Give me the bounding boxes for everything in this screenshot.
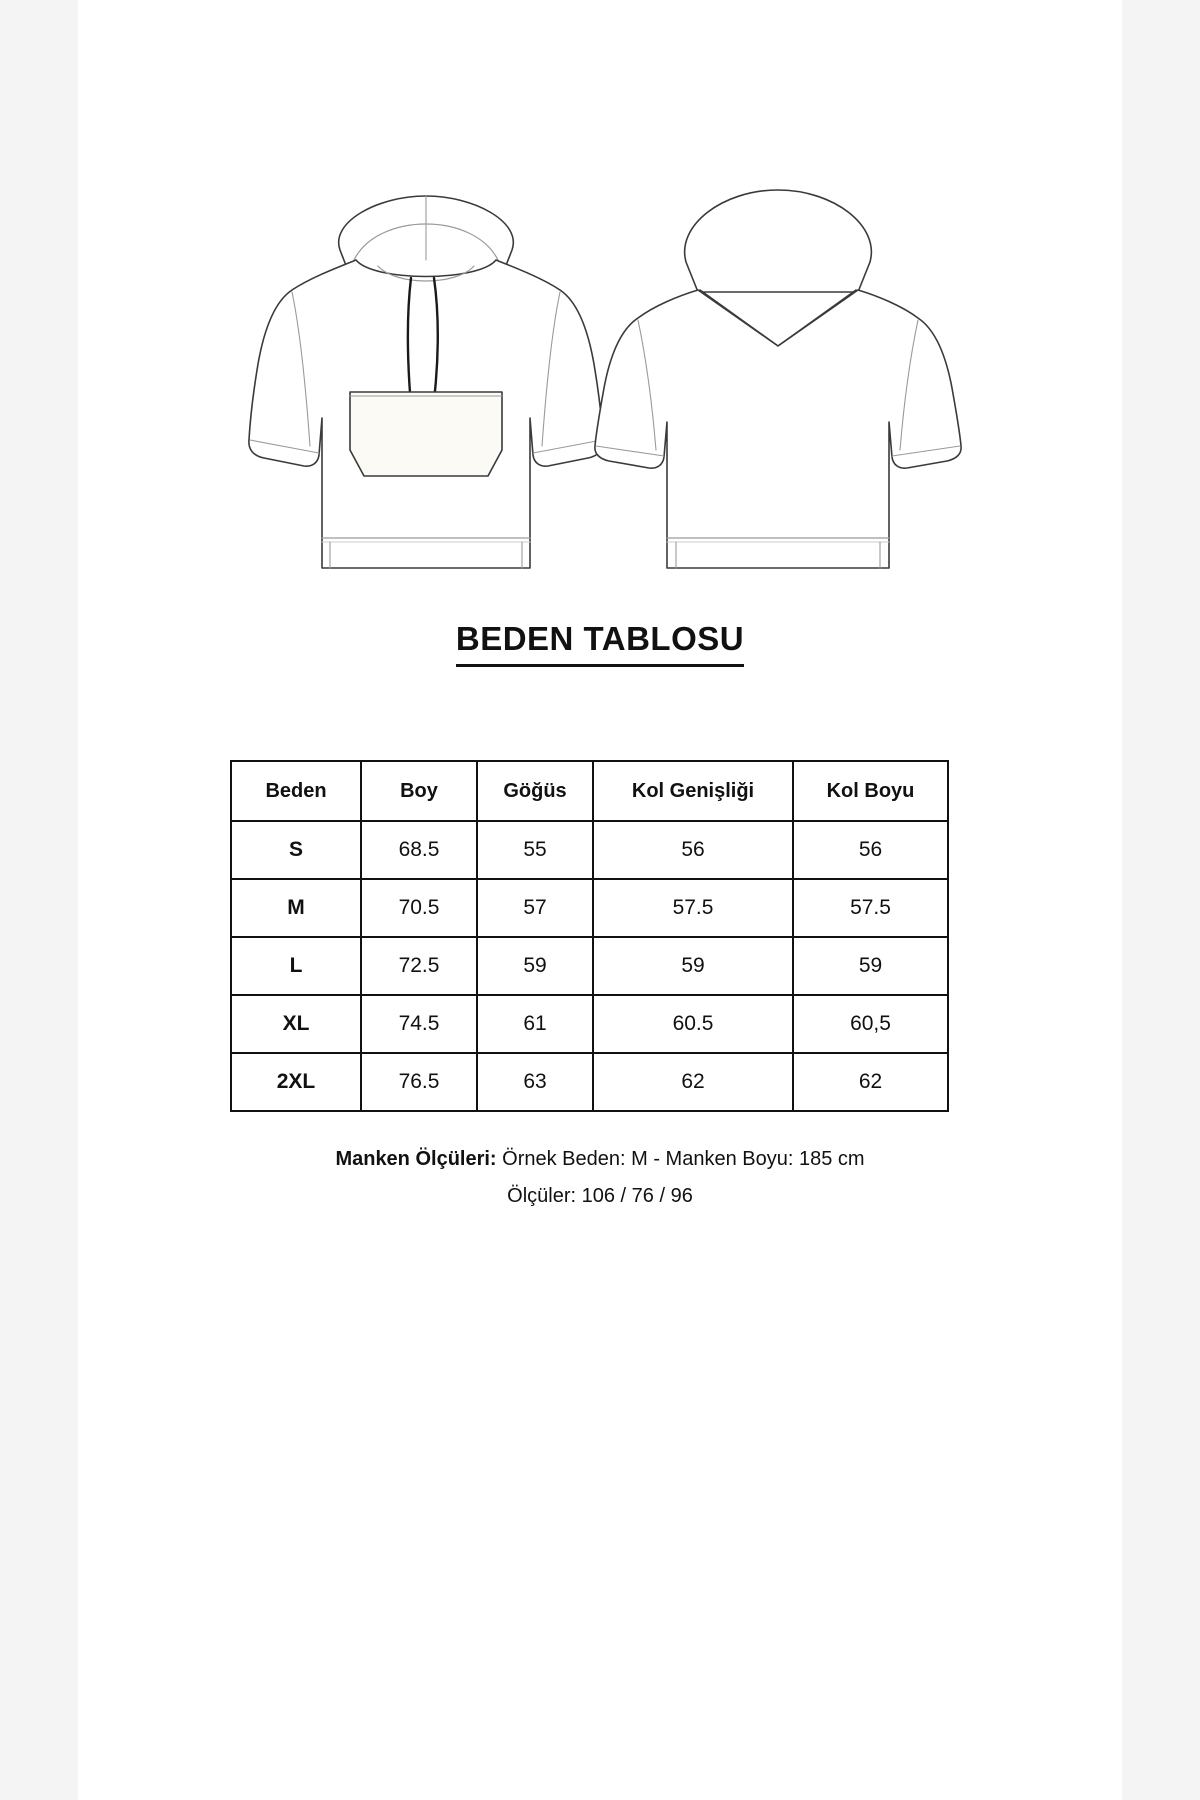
column-header-gogus: Göğüs <box>477 761 593 821</box>
right-gutter <box>1122 0 1200 1800</box>
cell-gogus: 59 <box>477 937 593 995</box>
cell-gogus: 55 <box>477 821 593 879</box>
cell-kol-boyu: 59 <box>793 937 948 995</box>
cell-size: 2XL <box>231 1053 361 1111</box>
size-chart-page <box>78 0 1122 1800</box>
table-row <box>231 1053 948 1111</box>
size-table <box>230 760 949 1112</box>
cell-kol-boyu: 56 <box>793 821 948 879</box>
cell-kol-genisligi: 60.5 <box>593 995 793 1053</box>
size-table-container <box>230 760 947 1112</box>
cell-size: M <box>231 879 361 937</box>
cell-kol-boyu: 60,5 <box>793 995 948 1053</box>
cell-boy: 68.5 <box>361 821 477 879</box>
cell-gogus: 63 <box>477 1053 593 1111</box>
model-measurements-line <box>78 1148 1122 1171</box>
table-row <box>231 995 948 1053</box>
column-header-kol-genisligi: Kol Genişliği <box>593 761 793 821</box>
model-measurements <box>78 1148 1122 1208</box>
page-title: BEDEN TABLOSU <box>456 620 744 667</box>
column-header-kol-boyu: Kol Boyu <box>793 761 948 821</box>
page-title-container <box>78 620 1122 667</box>
cell-kol-genisligi: 62 <box>593 1053 793 1111</box>
hoodie-back-view <box>595 190 961 568</box>
cell-size: XL <box>231 995 361 1053</box>
left-gutter <box>0 0 78 1800</box>
cell-boy: 70.5 <box>361 879 477 937</box>
cell-boy: 72.5 <box>361 937 477 995</box>
cell-gogus: 57 <box>477 879 593 937</box>
column-header-beden: Beden <box>231 761 361 821</box>
cell-kol-genisligi: 57.5 <box>593 879 793 937</box>
model-measurements-value: Örnek Beden: M - Manken Boyu: 185 cm <box>502 1148 865 1170</box>
hoodie-illustration <box>78 150 1122 580</box>
table-row <box>231 879 948 937</box>
cell-size: S <box>231 821 361 879</box>
cell-kol-boyu: 57.5 <box>793 879 948 937</box>
cell-gogus: 61 <box>477 995 593 1053</box>
cell-kol-genisligi: 56 <box>593 821 793 879</box>
column-header-boy: Boy <box>361 761 477 821</box>
cell-size: L <box>231 937 361 995</box>
model-measurements-numbers: Ölçüler: 106 / 76 / 96 <box>507 1185 693 1207</box>
model-measurements-label: Manken Ölçüleri: <box>335 1148 497 1170</box>
cell-boy: 74.5 <box>361 995 477 1053</box>
cell-kol-boyu: 62 <box>793 1053 948 1111</box>
table-header-row <box>231 761 948 821</box>
table-row <box>231 821 948 879</box>
table-row <box>231 937 948 995</box>
cell-boy: 76.5 <box>361 1053 477 1111</box>
hoodie-front-view <box>249 196 603 568</box>
cell-kol-genisligi: 59 <box>593 937 793 995</box>
